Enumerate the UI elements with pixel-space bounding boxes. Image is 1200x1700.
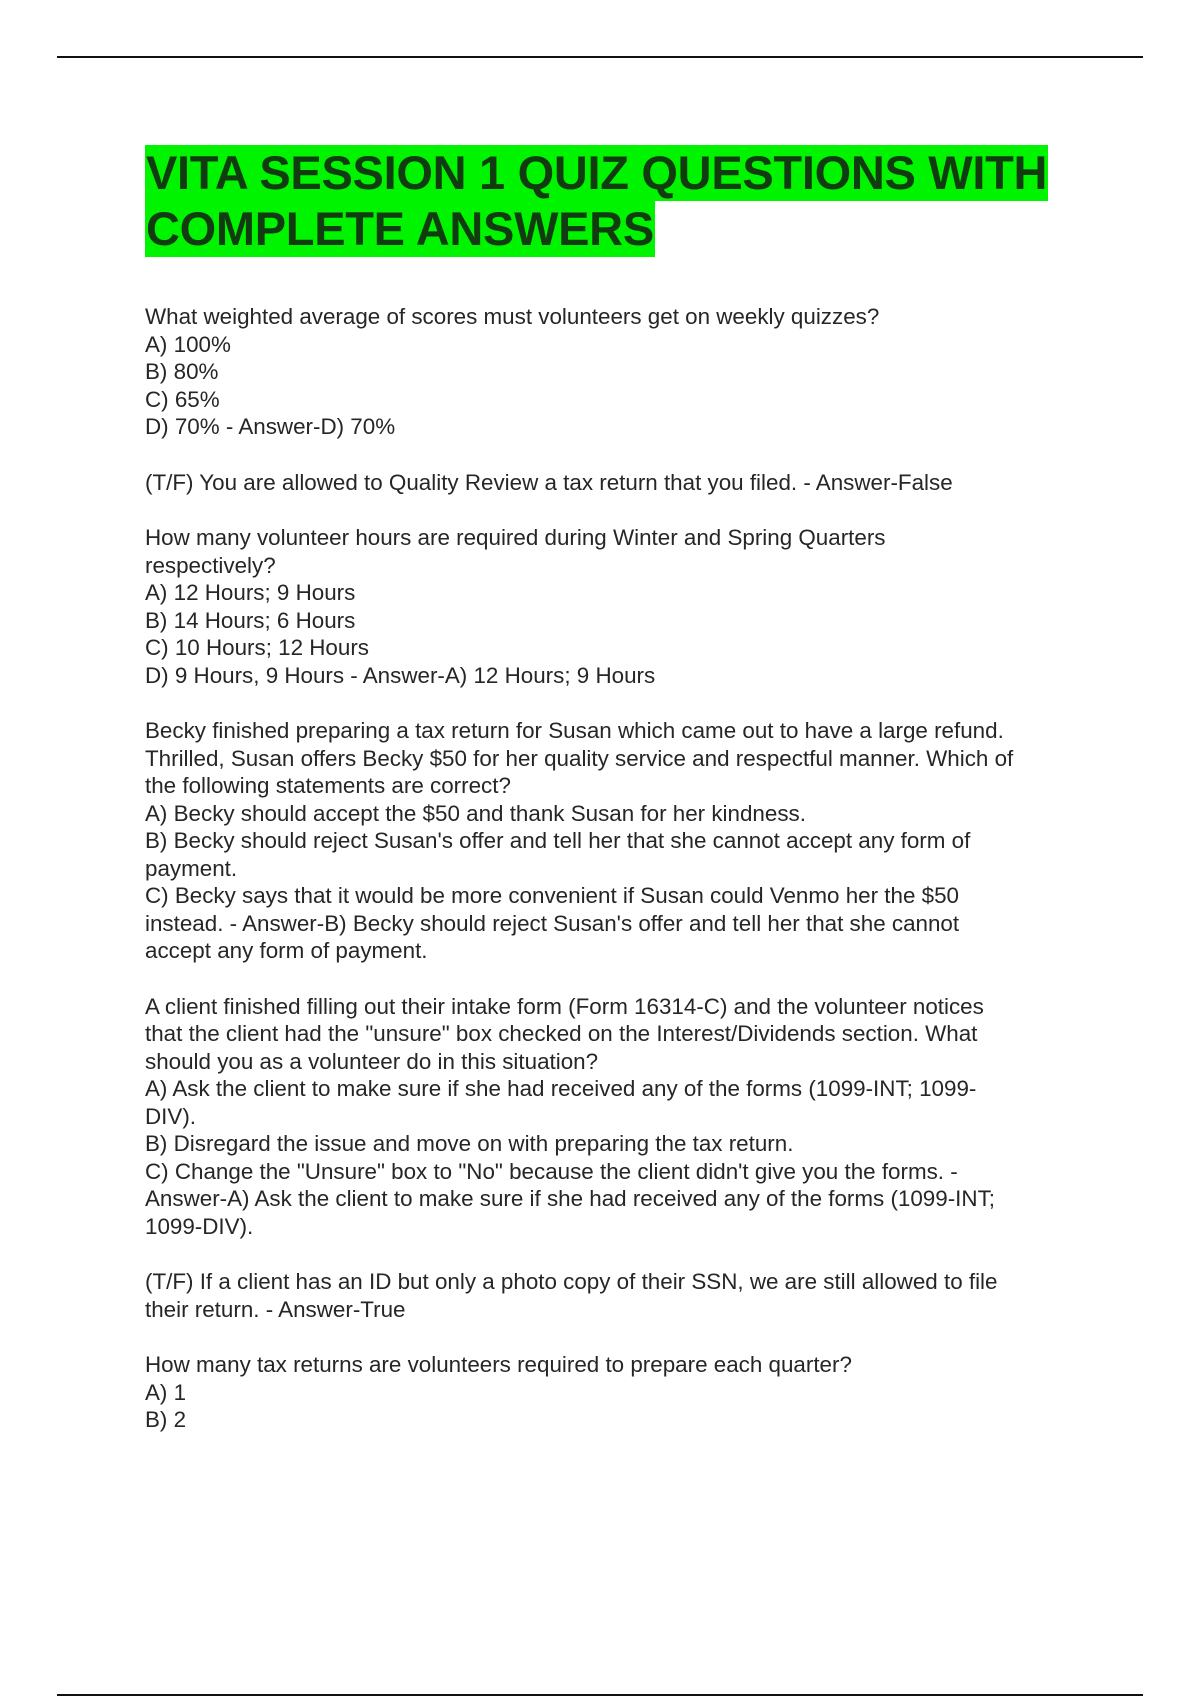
- question-block: [145, 993, 1090, 1241]
- title-line-1: VITA SESSION 1 QUIZ QUESTIONS WITH: [146, 146, 1048, 199]
- answer-option: C) 65%: [145, 386, 220, 412]
- question-text: Thrilled, Susan offers Becky $50 for her quality service and respectful manner. Which of: [145, 745, 1014, 771]
- question-block: [145, 717, 1090, 965]
- question-text: How many volunteer hours are required during Winter and Spring Quarters: [145, 525, 886, 550]
- answer-option: D) 70% - Answer-D) 70%: [145, 414, 396, 439]
- answer-option: accept any form of payment.: [145, 938, 428, 963]
- answer-option: 1099-DIV).: [145, 1213, 254, 1239]
- document-title: [145, 145, 1090, 257]
- answer-option: C) Becky says that it would be more convenient if Susan could Venmo her the $50: [145, 883, 959, 908]
- answer-option: D) 9 Hours, 9 Hours - Answer-A) 12 Hours; 9 Hours: [145, 662, 656, 688]
- document-body: [145, 145, 1090, 1462]
- title-line-2: COMPLETE ANSWERS: [146, 202, 654, 255]
- answer-option: payment.: [145, 855, 238, 881]
- question-block: [145, 469, 1090, 497]
- question-text: (T/F) If a client has an ID but only a photo copy of their SSN, we are still allowed to file: [145, 1269, 998, 1294]
- answer-option: B) 2: [145, 1407, 187, 1432]
- question-text: Becky finished preparing a tax return for Susan which came out to have a large refund.: [145, 718, 1004, 743]
- question-text: should you as a volunteer do in this situation?: [145, 1048, 599, 1074]
- answer-option: A) 12 Hours; 9 Hours: [145, 580, 356, 605]
- answer-option: C) 10 Hours; 12 Hours: [145, 635, 369, 660]
- question-text: their return. - Answer-True: [145, 1296, 406, 1322]
- answer-option: DIV).: [145, 1103, 197, 1129]
- question-block: [145, 303, 1090, 441]
- question-text: that the client had the "unsure" box checked on the Interest/Dividends section. What: [145, 1021, 978, 1046]
- question-text: respectively?: [145, 552, 276, 578]
- answer-option: A) Ask the client to make sure if she had received any of the forms (1099-INT; 1099-: [145, 1076, 977, 1101]
- question-block: [145, 1351, 1090, 1434]
- question-text: How many tax returns are volunteers required to prepare each quarter?: [145, 1352, 852, 1377]
- answer-option: B) Becky should reject Susan's offer and tell her that she cannot accept any form of: [145, 828, 971, 853]
- answer-option: B) 80%: [145, 359, 219, 384]
- answer-option: C) Change the "Unsure" box to "No" because the client didn't give you the forms. -: [145, 1158, 958, 1184]
- question-text: (T/F) You are allowed to Quality Review a tax return that you filed. - Answer-False: [145, 469, 953, 495]
- top-rule: [57, 56, 1143, 58]
- question-block: [145, 524, 1090, 689]
- answer-option: instead. - Answer-B) Becky should reject Susan's offer and tell her that she cannot: [145, 910, 960, 936]
- answer-option: B) 14 Hours; 6 Hours: [145, 607, 356, 633]
- question-text: What weighted average of scores must volunteers get on weekly quizzes?: [145, 304, 880, 329]
- question-text: the following statements are correct?: [145, 773, 511, 798]
- answer-option: Answer-A) Ask the client to make sure if she had received any of the forms (1099-INT;: [145, 1186, 995, 1211]
- answer-option: A) Becky should accept the $50 and thank Susan for her kindness.: [145, 800, 806, 826]
- answer-option: A) 100%: [145, 331, 231, 357]
- bottom-rule: [57, 1694, 1143, 1696]
- answer-option: B) Disregard the issue and move on with preparing the tax return.: [145, 1131, 794, 1156]
- answer-option: A) 1: [145, 1379, 187, 1405]
- question-block: [145, 1268, 1090, 1323]
- question-text: A client finished filling out their intake form (Form 16314-C) and the volunteer notices: [145, 993, 984, 1019]
